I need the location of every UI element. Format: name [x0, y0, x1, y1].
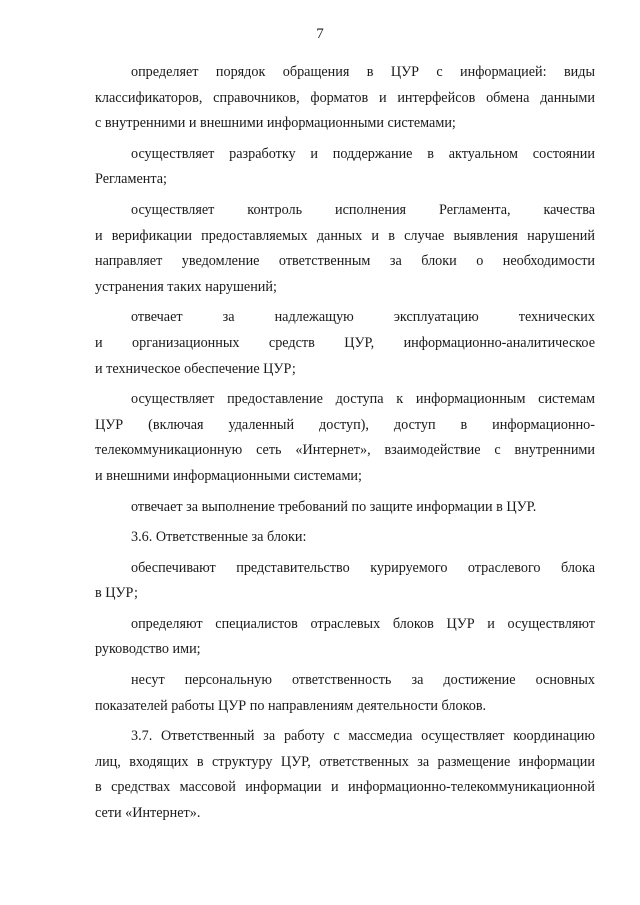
- text-line: в ЦУР;: [95, 585, 138, 602]
- paragraph: [95, 305, 595, 382]
- text-line: осуществляет контроль исполнения Регламента, качества: [131, 201, 595, 218]
- text-line: отвечает за надлежащую эксплуатацию технических: [131, 309, 595, 326]
- text-line: осуществляет предоставление доступа к информационным системам: [131, 391, 595, 408]
- page-number: 7: [316, 26, 324, 42]
- text-line: и техническое обеспечение ЦУР;: [95, 360, 296, 377]
- text-line: показателей работы ЦУР по направлениям деятельности блоков.: [95, 697, 487, 714]
- text-line: руководство ими;: [95, 641, 201, 658]
- text-line: обеспечивают представительство курируемого отраслевого блока: [131, 559, 595, 576]
- text-line: 3.7. Ответственный за работу с массмедиа осуществляет координацию: [131, 728, 595, 745]
- text-line: и организационных средств ЦУР, информационно-аналитическое: [95, 334, 595, 351]
- text-line: в средствах массовой информации и информационно-телекоммуникационной: [95, 779, 595, 796]
- paragraph: [95, 198, 595, 300]
- paragraph: [95, 142, 595, 193]
- text-line: лиц, входящих в структуру ЦУР, ответственных за размещение информации: [95, 753, 595, 770]
- paragraph: [95, 556, 595, 607]
- text-line: и верификации предоставляемых данных и в случае выявления нарушений: [95, 227, 595, 244]
- text-line: направляет уведомление ответственным за блоки о необходимости: [95, 253, 595, 270]
- text-line: Регламента;: [95, 171, 167, 188]
- text-line: несут персональную ответственность за достижение основных: [131, 672, 595, 689]
- text-line: осуществляет разработку и поддержание в актуальном состоянии: [131, 145, 595, 162]
- paragraph: [95, 668, 595, 719]
- text-line: определяют специалистов отраслевых блоков ЦУР и осуществляют: [131, 615, 595, 632]
- text-line: 3.6. Ответственные за блоки:: [131, 529, 307, 546]
- text-line: телекоммуникационную сеть «Интернет», взаимодействие с внутренними: [95, 442, 595, 459]
- paragraph: [95, 387, 595, 489]
- text-line: определяет порядок обращения в ЦУР с информацией: виды: [131, 64, 595, 80]
- paragraph: [95, 60, 595, 137]
- text-line: с внутренними и внешними информационными системами;: [95, 115, 456, 132]
- text-line: классификаторов, справочников, форматов и интерфейсов обмена данными: [95, 89, 595, 106]
- text-line: устранения таких нарушений;: [95, 278, 277, 295]
- paragraph: [95, 724, 595, 826]
- section-heading: [95, 525, 595, 551]
- paragraph: [95, 495, 595, 521]
- document-body: [95, 60, 595, 827]
- paragraph: [95, 612, 595, 663]
- text-line: ЦУР (включая удаленный доступ), доступ в информационно-: [95, 416, 595, 433]
- text-line: отвечает за выполнение требований по защите информации в ЦУР.: [131, 498, 537, 515]
- text-line: сети «Интернет».: [95, 805, 201, 822]
- text-line: и внешними информационными системами;: [95, 467, 362, 484]
